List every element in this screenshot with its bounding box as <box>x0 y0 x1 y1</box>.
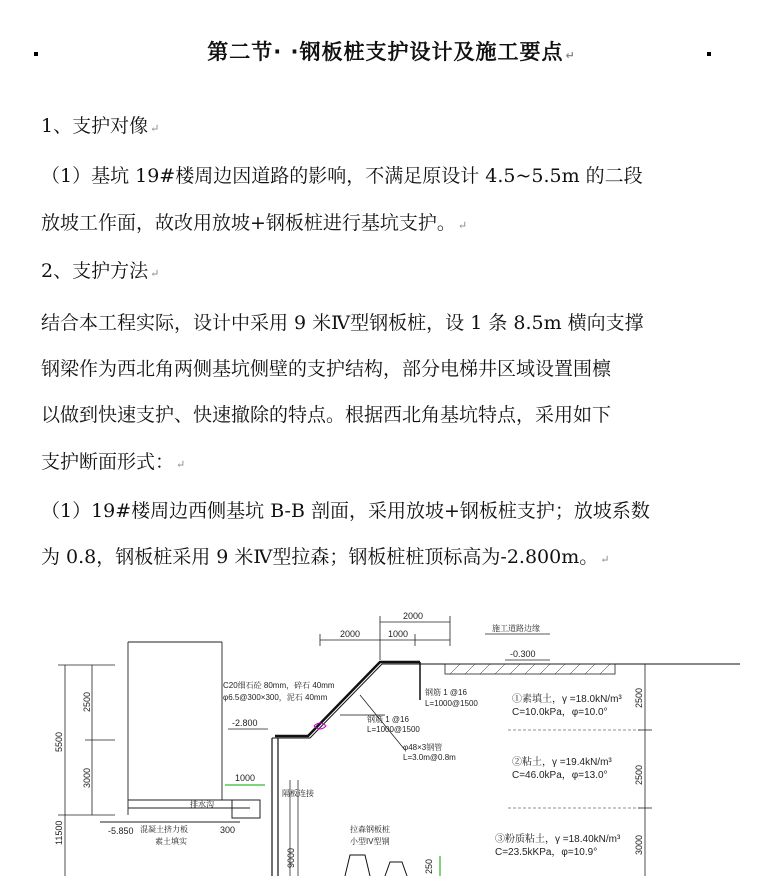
label-pile-sub: 小型IV型钢 <box>350 837 390 846</box>
dim-250: 250 <box>424 858 434 874</box>
elev-minus-5850: -5.850 <box>108 826 134 836</box>
para2-line2: 钢梁作为西北角两侧基坑侧壁的支护结构，部分电梯井区域设置围檩 <box>41 358 612 380</box>
heading-support-method: 2、支护方法 ↵ <box>41 260 160 282</box>
section-title: 第二节· ·钢板桩支护设计及施工要点 ↵ <box>207 40 576 64</box>
label-cushion1: 混凝土挤力板 <box>140 825 188 834</box>
dim-right-2500-b: 2500 <box>634 764 644 785</box>
soil-boundaries <box>508 730 640 808</box>
label-pile-top: 隔板连接 <box>282 789 314 798</box>
para2-line4: 支护断面形式： ↵ <box>41 451 186 473</box>
pile-profile-b <box>385 862 407 876</box>
soil2-line2: C=46.0kPa，φ=13.0° <box>512 770 608 781</box>
label-gravel: C20细石砼 80mm，碎石 40mm <box>223 681 335 690</box>
slope-profile <box>272 662 740 750</box>
label-cushion2: 素土填实 <box>155 837 187 846</box>
label-pile-name: 拉森钢板桩 <box>350 825 390 834</box>
elev-minus-2800: -2.800 <box>232 718 258 728</box>
para2-line1: 结合本工程实际，设计中采用 9 米Ⅳ型钢板桩，设 1 条 8.5m 横向支撑 <box>41 312 644 334</box>
label-nail2b: L=1000@1500 <box>367 725 420 734</box>
para2-line3: 以做到快速支护、快速撤除的特点。根据西北角基坑特点，采用如下 <box>41 404 612 426</box>
dim-top-2000-a: 2000 <box>340 629 361 639</box>
dim-top-1000: 1000 <box>388 629 409 639</box>
paragraph-mark: ↵ <box>565 49 576 62</box>
para1-line2: 放坡工作面，故改用放坡+钢板桩进行基坑支护。 ↵ <box>41 212 468 234</box>
label-nail1: 钢筋 1 @16 <box>425 688 467 697</box>
label-nail1b: L=1000@1500 <box>425 699 478 708</box>
label-nail2: 钢筋 1 @16 <box>367 715 409 724</box>
soil1-line1: ①素填土，γ =18.0kN/m³ <box>512 694 622 705</box>
elev-minus-0300: -0.300 <box>510 649 536 659</box>
soil3-line2: C=23.5kKPa，φ=10.9° <box>495 847 598 858</box>
soil2-line1: ②粘土，γ =19.4kN/m³ <box>512 757 612 768</box>
dim-left-2500: 2500 <box>82 691 92 712</box>
label-drain: 排水沟 <box>190 800 214 809</box>
dim-right-3000: 3000 <box>634 834 644 855</box>
section-drawing <box>40 600 740 876</box>
label-road-edge: 施工道路边缘 <box>492 624 540 633</box>
heading-support-object: 1、支护对像 ↵ <box>41 115 160 137</box>
drain-box <box>232 800 260 818</box>
dim-top-2000-b: 2000 <box>403 611 424 621</box>
label-mesh: φ6.5@300×300，泥石 40mm <box>223 693 328 702</box>
dim-left-11500: 11500 <box>54 820 64 845</box>
dim-1000: 1000 <box>235 773 256 783</box>
dim-right-2500-a: 2500 <box>634 687 644 708</box>
soil1-line2: C=10.0kPa，φ=10.0° <box>512 707 608 718</box>
pile-profile-a <box>345 855 370 876</box>
label-pipe: φ48×3钢管 <box>403 743 443 752</box>
para3-line2: 为 0.8，钢板桩采用 9 米Ⅳ型拉森；钢板桩桩顶标高为-2.800m。 ↵ <box>41 546 610 568</box>
road-hatch <box>450 664 610 674</box>
para3-line1: （1）19#楼周边西侧基坑 B-B 剖面，采用放坡+钢板桩支护；放坡系数 <box>41 500 650 522</box>
dim-left-5500: 5500 <box>54 731 64 752</box>
label-pipeb: L=3.0m@0.8m <box>403 753 456 762</box>
building-outline <box>100 642 250 822</box>
dim-left-3000: 3000 <box>82 767 92 788</box>
dim-9000: 9000 <box>286 847 296 868</box>
dim-300: 300 <box>220 825 236 835</box>
soil3-line1: ③粉质粘土，γ =18.40kN/m³ <box>495 834 621 845</box>
para1-line1: （1）基坑 19#楼周边因道路的影响，不满足原设计 4.5~5.5m 的二段 <box>41 165 643 187</box>
